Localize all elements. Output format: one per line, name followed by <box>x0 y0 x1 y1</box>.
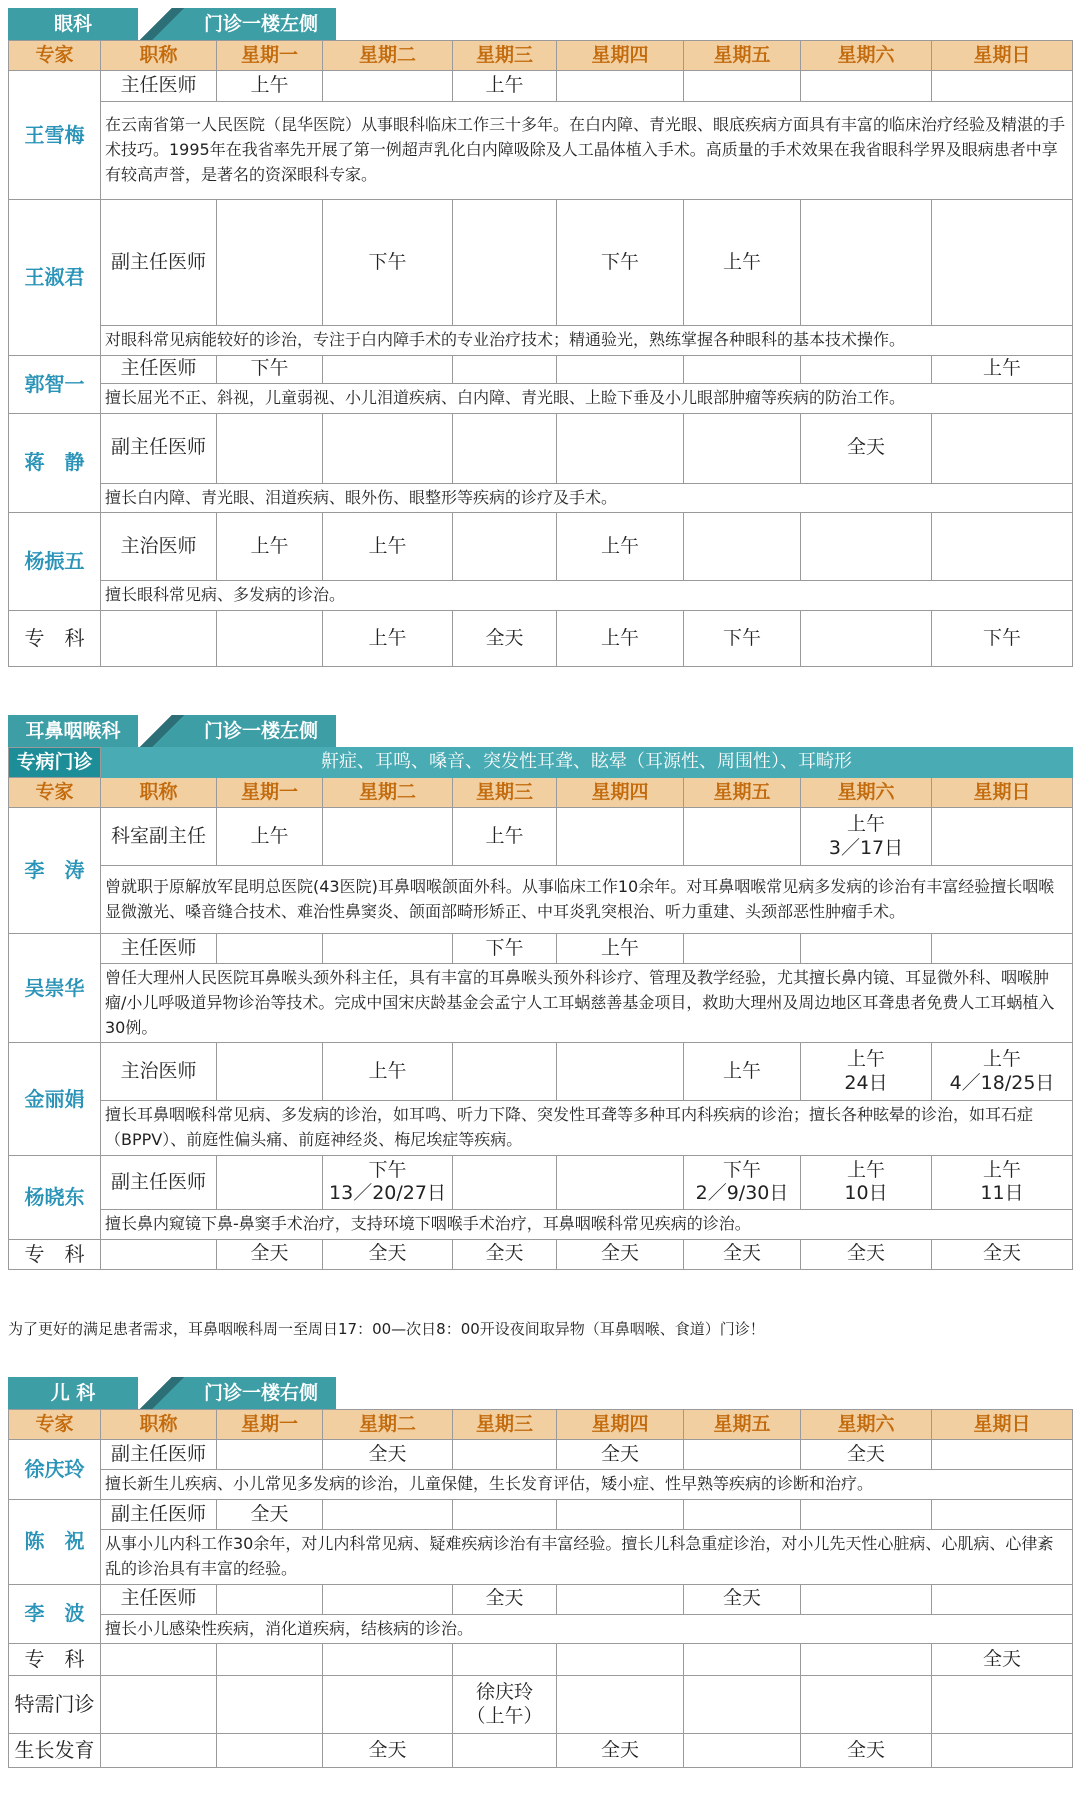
schedule-cell: 全天 <box>453 1584 557 1614</box>
schedule-cell: 全天 <box>453 611 557 667</box>
schedule-cell: 下午 <box>453 934 557 964</box>
schedule-cell <box>801 513 932 581</box>
header-cell: 星期四 <box>557 41 684 71</box>
schedule-cell <box>557 1155 684 1209</box>
schedule-cell <box>217 1676 323 1734</box>
doctor-row <box>9 808 1073 866</box>
header-cell: 星期六 <box>801 1410 932 1440</box>
ent-table <box>8 747 1073 1270</box>
doctor-name: 李 波 <box>9 1584 101 1644</box>
schedule-cell: 上午 <box>932 355 1073 383</box>
banner-divider <box>138 1377 186 1409</box>
header-row <box>9 41 1073 71</box>
special-clinic-row <box>9 748 1073 778</box>
schedule-cell: 上午 24日 <box>801 1043 932 1101</box>
schedule-cell: 上午 <box>323 1043 453 1101</box>
schedule-cell <box>101 611 217 667</box>
dept-label: 儿 科 <box>8 1377 138 1409</box>
schedule-cell <box>684 513 801 581</box>
schedule-cell: 上午 <box>557 513 684 581</box>
schedule-cell <box>684 808 801 866</box>
schedule-cell <box>453 1500 557 1530</box>
schedule-cell <box>217 611 323 667</box>
doctor-row <box>9 934 1073 964</box>
doctor-row <box>9 71 1073 102</box>
schedule-cell: 全天 <box>932 1644 1073 1676</box>
schedule-cell <box>453 1155 557 1209</box>
schedule-cell: 全天 <box>217 1500 323 1530</box>
header-cell: 星期六 <box>801 778 932 808</box>
schedule-cell: 上午 11日 <box>932 1155 1073 1209</box>
schedule-cell: 全天 <box>557 1734 684 1768</box>
banner-divider <box>138 715 186 747</box>
schedule-cell <box>217 1155 323 1209</box>
schedule-cell <box>801 1584 932 1614</box>
schedule-cell: 下午 <box>557 200 684 326</box>
schedule-cell <box>101 1734 217 1768</box>
header-cell: 专家 <box>9 41 101 71</box>
doctor-row <box>9 413 1073 483</box>
location-label: 门诊一楼左侧 <box>186 8 336 40</box>
doctor-name: 王雪梅 <box>9 71 101 200</box>
schedule-cell <box>217 1644 323 1676</box>
growth-label: 生长发育 <box>9 1734 101 1768</box>
header-cell: 星期四 <box>557 778 684 808</box>
schedule-cell <box>217 1440 323 1470</box>
schedule-cell: 全天 <box>323 1440 453 1470</box>
schedule-cell: 下午 <box>684 611 801 667</box>
header-cell: 专家 <box>9 778 101 808</box>
schedule-cell <box>801 611 932 667</box>
schedule-cell <box>453 200 557 326</box>
specialty-row <box>9 1239 1073 1269</box>
schedule-cell <box>684 413 801 483</box>
doctor-description: 擅长新生儿疾病、小儿常见多发病的诊治，儿童保健，生长发育评估，矮小症、性早熟等疾病的诊断和治疗。 <box>101 1470 1073 1500</box>
header-cell: 星期一 <box>217 778 323 808</box>
schedule-cell <box>684 355 801 383</box>
header-row <box>9 1410 1073 1440</box>
dept-label: 耳鼻咽喉科 <box>8 715 138 747</box>
pediatrics-banner <box>8 1377 1072 1409</box>
doctor-title: 副主任医师 <box>101 413 217 483</box>
schedule-cell: 下午 <box>323 200 453 326</box>
doctor-description: 擅长鼻内窥镜下鼻-鼻窦手术治疗，支持环境下咽喉手术治疗，耳鼻咽喉科常见疾病的诊治。 <box>101 1209 1073 1239</box>
doctor-title: 主治医师 <box>101 1043 217 1101</box>
schedule-cell <box>801 71 932 102</box>
header-cell: 星期日 <box>932 778 1073 808</box>
doctor-description: 在云南省第一人民医院（昆华医院）从事眼科临床工作三十多年。在白内障、青光眼、眼底疾病方面具有丰富的临床治疗经验及精湛的手术技巧。1995年在我省率先开展了第一例超声乳化白内障吸除及人工晶体植入手术。高质量的手术效果在我省眼科学界及眼病患者中享有较高声誉，是著名的资深眼科专家。 <box>101 102 1073 200</box>
header-cell: 职称 <box>101 41 217 71</box>
header-cell: 星期日 <box>932 1410 1073 1440</box>
schedule-cell <box>557 355 684 383</box>
doctor-row <box>9 1584 1073 1614</box>
doctor-name: 陈 祝 <box>9 1500 101 1585</box>
schedule-cell <box>101 1676 217 1734</box>
doctor-title: 副主任医师 <box>101 200 217 326</box>
schedule-cell: 上午 10日 <box>801 1155 932 1209</box>
doctor-description: 从事小儿内科工作30余年，对儿内科常见病、疑难疾病诊治有丰富经验。擅长儿科急重症诊治，对小儿先天性心脏病、心肌病、心律紊乱的诊治具有丰富的经验。 <box>101 1530 1073 1585</box>
header-cell: 星期六 <box>801 41 932 71</box>
schedule-cell <box>453 1043 557 1101</box>
ent-night-note: 为了更好的满足患者需求，耳鼻咽喉科周一至周日17：00—次日8：00开设夜间取异物（耳鼻咽喉、食道）门诊！ <box>8 1320 765 1338</box>
doctor-title: 主任医师 <box>101 71 217 102</box>
schedule-cell <box>453 513 557 581</box>
schedule-cell <box>684 1644 801 1676</box>
schedule-cell: 上午 3／17日 <box>801 808 932 866</box>
schedule-cell <box>323 808 453 866</box>
pediatrics-table <box>8 1409 1073 1768</box>
doctor-name: 吴崇华 <box>9 934 101 1043</box>
doctor-name: 徐庆玲 <box>9 1440 101 1500</box>
special-clinic-label: 特需门诊 <box>9 1676 101 1734</box>
schedule-cell: 上午 <box>217 808 323 866</box>
schedule-cell <box>684 1500 801 1530</box>
schedule-cell <box>801 1500 932 1530</box>
doctor-row <box>9 1500 1073 1530</box>
doctor-title: 科室副主任 <box>101 808 217 866</box>
location-label: 门诊一楼左侧 <box>186 715 336 747</box>
special-clinic-label: 专病门诊 <box>9 748 101 778</box>
schedule-cell <box>217 200 323 326</box>
schedule-cell: 上午 <box>453 808 557 866</box>
schedule-cell <box>684 934 801 964</box>
schedule-cell <box>323 1500 453 1530</box>
schedule-cell: 下午 <box>932 611 1073 667</box>
schedule-cell <box>453 413 557 483</box>
schedule-cell <box>557 1644 684 1676</box>
ophthalmology-banner <box>8 8 1072 40</box>
ophthalmology-section <box>8 8 1072 667</box>
header-cell: 星期五 <box>684 41 801 71</box>
schedule-cell: 下午 2／9/30日 <box>684 1155 801 1209</box>
schedule-cell <box>932 1440 1073 1470</box>
schedule-cell <box>217 934 323 964</box>
schedule-cell <box>453 1644 557 1676</box>
doctor-description: 擅长小儿感染性疾病，消化道疾病，结核病的诊治。 <box>101 1614 1073 1644</box>
schedule-cell <box>801 200 932 326</box>
schedule-cell <box>101 1239 217 1269</box>
schedule-cell <box>932 1584 1073 1614</box>
ent-section <box>8 715 1072 1270</box>
schedule-cell <box>932 1676 1073 1734</box>
header-cell: 星期二 <box>323 1410 453 1440</box>
schedule-cell: 上午 <box>684 200 801 326</box>
schedule-cell <box>557 71 684 102</box>
schedule-cell: 上午 <box>453 71 557 102</box>
doctor-name: 蒋 静 <box>9 413 101 513</box>
schedule-cell <box>323 1584 453 1614</box>
schedule-cell: 上午 <box>217 71 323 102</box>
header-cell: 星期四 <box>557 1410 684 1440</box>
specialty-row <box>9 611 1073 667</box>
doctor-name: 王淑君 <box>9 200 101 356</box>
doctor-title: 副主任医师 <box>101 1440 217 1470</box>
doctor-name: 杨振五 <box>9 513 101 611</box>
specialty-label: 专 科 <box>9 611 101 667</box>
header-cell: 星期二 <box>323 41 453 71</box>
doctor-name: 金丽娟 <box>9 1043 101 1156</box>
schedule-cell <box>323 934 453 964</box>
header-cell: 星期一 <box>217 1410 323 1440</box>
schedule-cell <box>557 1043 684 1101</box>
schedule-cell <box>932 413 1073 483</box>
banner-divider <box>138 8 186 40</box>
schedule-cell: 上午 <box>217 513 323 581</box>
schedule-cell <box>932 513 1073 581</box>
schedule-cell <box>453 1440 557 1470</box>
doctor-title: 主任医师 <box>101 934 217 964</box>
schedule-cell: 全天 <box>217 1239 323 1269</box>
doctor-title: 主任医师 <box>101 355 217 383</box>
pediatrics-section <box>8 1377 1072 1768</box>
header-cell: 专家 <box>9 1410 101 1440</box>
schedule-cell <box>557 413 684 483</box>
schedule-cell <box>217 1584 323 1614</box>
schedule-cell: 全天 <box>684 1584 801 1614</box>
schedule-cell <box>684 1734 801 1768</box>
header-cell: 星期五 <box>684 1410 801 1440</box>
schedule-cell <box>801 934 932 964</box>
schedule-cell <box>453 1734 557 1768</box>
schedule-cell <box>557 808 684 866</box>
schedule-cell: 上午 <box>323 611 453 667</box>
doctor-row <box>9 200 1073 326</box>
schedule-cell: 全天 <box>453 1239 557 1269</box>
ent-banner <box>8 715 1072 747</box>
header-cell: 职称 <box>101 1410 217 1440</box>
schedule-cell <box>932 808 1073 866</box>
schedule-cell <box>932 934 1073 964</box>
doctor-row <box>9 1155 1073 1209</box>
schedule-cell: 上午 <box>684 1043 801 1101</box>
special-clinic-row <box>9 1676 1073 1734</box>
schedule-cell: 下午 13／20/27日 <box>323 1155 453 1209</box>
schedule-cell: 全天 <box>932 1239 1073 1269</box>
schedule-cell <box>684 1440 801 1470</box>
schedule-cell <box>557 1584 684 1614</box>
doctor-description: 对眼科常见病能较好的诊治，专注于白内障手术的专业治疗技术；精通验光，熟练掌握各种眼科的基本技术操作。 <box>101 326 1073 356</box>
specialty-row <box>9 1644 1073 1676</box>
doctor-description: 曾就职于原解放军昆明总医院(43医院)耳鼻咽喉颌面外科。从事临床工作10余年。对耳鼻咽喉常见病多发病的诊治有丰富经验擅长咽喉显微激光、嗓音缝合技术、难治性鼻窦炎、颌面部畸形矫正、中耳炎乳突根治、听力重建、头颈部恶性肿瘤手术。 <box>101 866 1073 934</box>
doctor-row <box>9 1440 1073 1470</box>
doctor-title: 副主任医师 <box>101 1500 217 1530</box>
schedule-cell <box>801 355 932 383</box>
schedule-cell: 全天 <box>801 1734 932 1768</box>
doctor-row <box>9 513 1073 581</box>
schedule-cell: 全天 <box>801 1239 932 1269</box>
specialty-label: 专 科 <box>9 1644 101 1676</box>
growth-row <box>9 1734 1073 1768</box>
doctor-description: 擅长耳鼻咽喉科常见病、多发病的诊治，如耳鸣、听力下降、突发性耳聋等多种耳内科疾病的诊治；擅长各种眩晕的诊治，如耳石症（BPPV）、前庭性偏头痛、前庭神经炎、梅尼埃症等疾病。 <box>101 1101 1073 1156</box>
doctor-name: 李 涛 <box>9 808 101 934</box>
schedule-cell: 下午 <box>217 355 323 383</box>
schedule-cell: 全天 <box>684 1239 801 1269</box>
schedule-cell <box>557 1676 684 1734</box>
doctor-title: 主治医师 <box>101 513 217 581</box>
schedule-cell <box>684 71 801 102</box>
header-cell: 星期三 <box>453 778 557 808</box>
header-cell: 星期三 <box>453 1410 557 1440</box>
doctor-name: 杨晓东 <box>9 1155 101 1239</box>
doctor-description: 擅长白内障、青光眼、泪道疾病、眼外伤、眼整形等疾病的诊疗及手术。 <box>101 483 1073 513</box>
schedule-cell: 全天 <box>557 1440 684 1470</box>
schedule-cell <box>323 413 453 483</box>
schedule-cell <box>323 1676 453 1734</box>
doctor-description: 曾任大理州人民医院耳鼻喉头颈外科主任，具有丰富的耳鼻喉头预外科诊疗、管理及教学经验，尤其擅长鼻内镜、耳显微外科、咽喉肿瘤/小儿呼吸道异物诊治等技术。完成中国宋庆龄基金会孟宁人工耳蜗慈善基金项目，救助大理州及周边地区耳聋患者免费人工耳蜗植入30例。 <box>101 964 1073 1043</box>
doctor-title: 主任医师 <box>101 1584 217 1614</box>
schedule-cell <box>217 1734 323 1768</box>
schedule-cell <box>932 71 1073 102</box>
header-cell: 星期日 <box>932 41 1073 71</box>
special-clinic-text: 鼾症、耳鸣、嗓音、突发性耳聋、眩晕（耳源性、周围性）、耳畸形 <box>101 748 1073 778</box>
doctor-description: 擅长屈光不正、斜视，儿童弱视、小儿泪道疾病、白内障、青光眼、上睑下垂及小儿眼部肿瘤等疾病的防治工作。 <box>101 383 1073 413</box>
schedule-cell: 上午 <box>557 934 684 964</box>
doctor-description: 擅长眼科常见病、多发病的诊治。 <box>101 581 1073 611</box>
schedule-cell <box>217 413 323 483</box>
schedule-cell <box>684 1676 801 1734</box>
schedule-cell: 全天 <box>557 1239 684 1269</box>
schedule-cell <box>557 1500 684 1530</box>
schedule-cell <box>801 1644 932 1676</box>
location-label: 门诊一楼右侧 <box>186 1377 336 1409</box>
header-cell: 星期五 <box>684 778 801 808</box>
header-row <box>9 778 1073 808</box>
specialty-label: 专 科 <box>9 1239 101 1269</box>
schedule-cell: 上午 <box>557 611 684 667</box>
header-cell: 职称 <box>101 778 217 808</box>
header-cell: 星期三 <box>453 41 557 71</box>
schedule-cell <box>932 1500 1073 1530</box>
header-cell: 星期一 <box>217 41 323 71</box>
schedule-cell: 上午 4／18/25日 <box>932 1043 1073 1101</box>
schedule-cell <box>323 1644 453 1676</box>
schedule-cell <box>801 1676 932 1734</box>
schedule-cell <box>932 1734 1073 1768</box>
schedule-cell <box>101 1644 217 1676</box>
schedule-cell: 全天 <box>801 1440 932 1470</box>
schedule-cell: 徐庆玲 （上午） <box>453 1676 557 1734</box>
header-cell: 星期二 <box>323 778 453 808</box>
dept-label: 眼科 <box>8 8 138 40</box>
schedule-cell <box>932 200 1073 326</box>
doctor-row <box>9 1043 1073 1101</box>
schedule-cell: 上午 <box>323 513 453 581</box>
schedule-cell <box>217 1043 323 1101</box>
doctor-name: 郭智一 <box>9 355 101 413</box>
schedule-cell: 全天 <box>323 1239 453 1269</box>
schedule-cell: 全天 <box>801 413 932 483</box>
ophthalmology-table <box>8 40 1073 667</box>
schedule-cell <box>323 355 453 383</box>
schedule-cell <box>323 71 453 102</box>
doctor-title: 副主任医师 <box>101 1155 217 1209</box>
doctor-row <box>9 355 1073 383</box>
schedule-cell <box>453 355 557 383</box>
schedule-cell: 全天 <box>323 1734 453 1768</box>
